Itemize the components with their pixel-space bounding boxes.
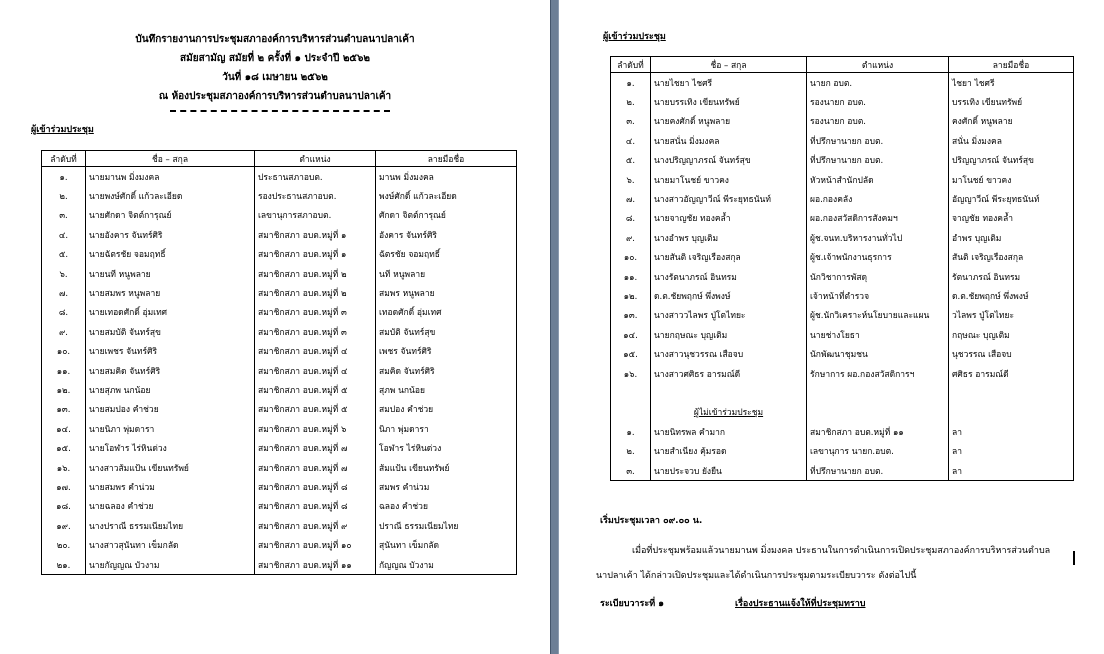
cell-signature: สุนันทา เข็มกลัด [376,535,517,554]
table-row [611,364,1074,383]
cell-signature: สมปอง คำช่วย [376,400,517,419]
cell-position: ผู้ช.จนท.บริหารงานทั่วไป [807,228,949,247]
cell-order: ๑๐. [611,248,651,267]
cell-position: สมาชิกสภา อบต.หมู่ที่ ๒ [255,283,376,302]
cell-signature: สุภพ นกน้อย [376,380,517,399]
table-row [611,112,1074,131]
cell-name: นายสมพร คำน่วม [86,477,255,496]
absent-row [611,441,1074,460]
cell-position: สมาชิกสภา อบต.หมู่ที่ ๑๐ [255,535,376,554]
cell-signature: เทอดศักดิ์ อุ่มเทศ [376,303,517,322]
cell-order: ๖. [611,170,651,189]
cell-signature: สมพร หนูพลาย [376,283,517,302]
cell-position: รักษาการ ผอ.กองสวัสดิการฯ [807,364,949,383]
cell-name: นางอำพร บุญเติม [651,228,807,247]
cell-order: ๔. [611,131,651,150]
col-header-signature: ลายมือชื่อ [949,57,1074,73]
table-row [611,248,1074,267]
cell-order: ๑๘. [42,497,86,516]
venue-line: ณ ห้องประชุมสภาองค์การบริหารส่วนตำบลนาปลาเค้า [158,91,392,102]
cell-order: ๙. [611,228,651,247]
cell-order: ๑๔. [611,325,651,344]
table-row [42,535,517,554]
cell-position: นักวิชาการพัสดุ [807,267,949,286]
cell-order: ๕. [611,151,651,170]
col-header-position: ตำแหน่ง [807,57,949,73]
cell-signature: มาโนชย์ ขาวคง [949,170,1074,189]
cell-name: นายอังคาร จันทร์ศิริ [86,225,255,244]
report-title: บันทึกรายงานการประชุมสภาองค์การบริหารส่วนตำบลนาปลาเค้า [135,34,415,45]
cell-order: ๔. [42,225,86,244]
cell-name: นายนิทรพล คำมาก [651,422,807,441]
cell-signature: ปราณี ธรรมเนียมไทย [376,516,517,535]
table-row [42,342,517,361]
cell-position: ที่ปรึกษานายก อบต. [807,131,949,150]
cell-order: ๘. [611,209,651,228]
table-row [42,361,517,380]
cell-name: นายคงศักดิ์ หนูพลาย [651,112,807,131]
cell-order: ๒๐. [42,535,86,554]
table-row [611,92,1074,111]
table-row [611,267,1074,286]
start-time: เริ่มประชุมเวลา ๐๙.๐๐ น. [600,516,703,526]
date-line: วันที่ ๑๘ เมษายน ๒๕๖๒ [222,72,328,83]
cell-position: นักพัฒนาชุมชน [807,344,949,363]
table-row [42,555,517,575]
cell-order: ๑๙. [42,516,86,535]
cell-signature: สมพร คำน่วม [376,477,517,496]
cell-name: นายนที หนูพลาย [86,264,255,283]
table-row [42,225,517,244]
cell-name: นายฉัตรชัย จอมฤทธิ์ [86,245,255,264]
cell-name: นายเพชร จันทร์ศิริ [86,342,255,361]
table-row [42,206,517,225]
table-row [42,245,517,264]
table-row [611,344,1074,363]
cell-signature: ไชยา ไชศรี [949,73,1074,93]
cell-order: ๒. [42,186,86,205]
cell-signature: ปริญญาภรณ์ จันทร์สุข [949,151,1074,170]
table-header-row [42,151,517,167]
cell-order: ๖. [42,264,86,283]
table-row [611,131,1074,150]
cell-position: สมาชิกสภา อบต.หมู่ที่ ๗ [255,458,376,477]
cell-signature: สมคิด จันทร์ศิริ [376,361,517,380]
cell-signature: กัญญณ บัวงาม [376,555,517,575]
cell-position: สมาชิกสภา อบต.หมู่ที่ ๑๑ [807,422,949,441]
cell-signature: ศักดา จิตต์การุณย์ [376,206,517,225]
cell-order: ๑. [611,422,651,441]
cell-name: นายกฤษณะ บุญเติม [651,325,807,344]
cell-position: สมาชิกสภา อบต.หมู่ที่ ๙ [255,516,376,535]
col-header-name: ชื่อ – สกุล [651,57,807,73]
cell-order: ๑. [42,167,86,187]
cell-position: รองนายก อบต. [807,92,949,111]
col-header-position: ตำแหน่ง [255,151,376,167]
cell-order: ๑๐. [42,342,86,361]
cell-position: ผอ.กองคลัง [807,189,949,208]
col-header-order: ลำดับที่ [611,57,651,73]
cell-order: ๗. [42,283,86,302]
cell-position: ที่ปรึกษานายก อบต. [807,461,949,481]
cell-order: ๙. [42,322,86,341]
cell-name: นายสมปอง คำช่วย [86,400,255,419]
cell-position: สมาชิกสภา อบต.หมู่ที่ ๕ [255,380,376,399]
cell-signature: กฤษณะ บุญเติม [949,325,1074,344]
cell-name: นางสาวศศิธร อารมณ์ดี [651,364,807,383]
absent-label: ผู้ไม่เข้าร่วมประชุม [651,403,807,422]
cell-position: สมาชิกสภา อบต.หมู่ที่ ๑ [255,225,376,244]
cell-position: สมาชิกสภา อบต.หมู่ที่ ๕ [255,400,376,419]
cell-signature: ศศิธร อารมณ์ดี [949,364,1074,383]
cell-name: นายสุภพ นกน้อย [86,380,255,399]
attendance-table-left [41,150,517,575]
attendees-label-left: ผู้เข้าร่วมประชุม [31,125,94,135]
cell-name: นายไชยา ไชศรี [651,73,807,93]
table-row [611,209,1074,228]
absent-heading-row [611,403,1074,422]
table-row [42,477,517,496]
cell-signature: นิภา พุ่มดารา [376,419,517,438]
cell-signature: สันติ เจริญเรืองสกุล [949,248,1074,267]
cell-order: ๓. [42,206,86,225]
table-row [611,228,1074,247]
cell-order: ๕. [42,245,86,264]
cell-name: นางสาววไลพร ปู่โตไทยะ [651,306,807,325]
table-row [42,186,517,205]
table-row [42,167,517,187]
cell-name: นายฉลอง คำช่วย [86,497,255,516]
cell-position: รองนายก อบต. [807,112,949,131]
table-row [611,325,1074,344]
document-page-right [559,0,1104,654]
cell-signature: โอฬาร ไร่หินด่วง [376,438,517,457]
text-cursor [1073,551,1075,565]
cell-order: ๘. [42,303,86,322]
opening-paragraph-line2: นาปลาเค้า ได้กล่าวเปิดประชุมและได้ดำเนินการประชุมตามระเบียบวาระ ดังต่อไปนี้ [596,571,917,581]
agenda-title: เรื่องประธานแจ้งให้ที่ประชุมทราบ [735,599,866,609]
cell-position: สมาชิกสภา อบต.หมู่ที่ ๑๑ [255,555,376,575]
cell-order: ๒. [611,92,651,111]
cell-signature: มานพ มิ่งมงคล [376,167,517,187]
table-row [42,419,517,438]
cell-name: นายศักดา จิตต์การุณย์ [86,206,255,225]
cell-signature: อังคาร จันทร์ศิริ [376,225,517,244]
cell-name: นายสำเนียง คุ้มรอด [651,441,807,460]
col-header-signature: ลายมือชื่อ [376,151,517,167]
cell-position: หัวหน้าสำนักปลัด [807,170,949,189]
cell-name: นายสนั่น มิ่งมงคล [651,131,807,150]
agenda-number: ระเบียบวาระที่ ๑ [600,599,664,609]
attendees-label-right: ผู้เข้าร่วมประชุม [603,32,666,42]
table-row [42,303,517,322]
cell-order: ๑๗. [42,477,86,496]
cell-order: ๓. [611,461,651,481]
cell-signature: สมบัติ จันทร์สุข [376,322,517,341]
cell-order: ๑๕. [42,438,86,457]
cell-name: นายนิภา พุ่มดารา [86,419,255,438]
table-row [611,286,1074,305]
cell-order: ๒๑. [42,555,86,575]
cell-position: ผู้ช.เจ้าพนักงานธุรการ [807,248,949,267]
attendance-table-right [610,56,1074,481]
table-row [42,438,517,457]
cell-position: เลขานุการ นายก.อบต. [807,441,949,460]
cell-position: สมาชิกสภา อบต.หมู่ที่ ๗ [255,438,376,457]
cell-order: ๑๓. [42,400,86,419]
cell-position: สมาชิกสภา อบต.หมู่ที่ ๘ [255,477,376,496]
cell-signature: ส้มแป้น เขียนทรัพย์ [376,458,517,477]
cell-name: นายจาญชัย ทองคล้ำ [651,209,807,228]
cell-name: นายสันติ เจริญเรืองสกุล [651,248,807,267]
cell-name: นายพงษ์ศักดิ์ แก้วละเอียด [86,186,255,205]
cell-position: นายช่างโยธา [807,325,949,344]
cell-order: ๑๒. [42,380,86,399]
document-page-left [0,0,550,654]
cell-position: เลขานุการสภาอบต. [255,206,376,225]
cell-signature: ลา [949,441,1074,460]
page-gutter [550,0,559,654]
cell-name: นางสาวนุชวรรณ เสือจบ [651,344,807,363]
cell-name: นายสมพร หนูพลาย [86,283,255,302]
cell-position: สมาชิกสภา อบต.หมู่ที่ ๖ [255,419,376,438]
cell-name: นางปราณี ธรรมเนียมไทย [86,516,255,535]
cell-signature: นุชวรรณ เสือจบ [949,344,1074,363]
cell-signature: อำพร บุญเติม [949,228,1074,247]
cell-position: สมาชิกสภา อบต.หมู่ที่ ๔ [255,361,376,380]
cell-name: นายสมบัติ จันทร์สุข [86,322,255,341]
cell-position: ประธานสภาอบต. [255,167,376,187]
table-header-row [611,57,1074,73]
cell-name: นายโอฬาร ไร่หินด่วง [86,438,255,457]
cell-signature: ลา [949,422,1074,441]
cell-name: นางรัตนาภรณ์ อินทรม [651,267,807,286]
cell-position: สมาชิกสภา อบต.หมู่ที่ ๒ [255,264,376,283]
session-line: สมัยสามัญ สมัยที่ ๒ ครั้งที่ ๑ ประจำปี ๒๕๖๒ [180,53,370,64]
cell-order: ๑๓. [611,306,651,325]
cell-name: นายมานพ มิ่งมงคล [86,167,255,187]
opening-paragraph-line1: เมื่อที่ประชุมพร้อมแล้วนายมานพ มิ่งมงคล ประธานในการดำเนินการเปิดประชุมสภาองค์การบริหารส่วนตำบล [632,546,1051,556]
cell-signature: นที หนูพลาย [376,264,517,283]
cell-position: รองประธานสภาอบต. [255,186,376,205]
cell-position: ผู้ช.นักวิเคราะห์นโยบายและแผน [807,306,949,325]
cell-name: นายประจวบ ยังยืน [651,461,807,481]
cell-name: นางสาวสุนันทา เข็มกลัด [86,535,255,554]
table-row [42,322,517,341]
table-row [611,189,1074,208]
cell-order: ๑๑. [42,361,86,380]
cell-signature: ฉลอง คำช่วย [376,497,517,516]
cell-position: ผอ.กองสวัสดิการสังคมฯ [807,209,949,228]
cell-position: สมาชิกสภา อบต.หมู่ที่ ๓ [255,322,376,341]
cell-order: ๑๑. [611,267,651,286]
cell-signature: เพชร จันทร์ศิริ [376,342,517,361]
cell-order: ๑๖. [42,458,86,477]
cell-order: ๑๒. [611,286,651,305]
table-row [42,497,517,516]
table-row [42,283,517,302]
cell-signature: คงศักดิ์ หนูพลาย [949,112,1074,131]
table-row [611,151,1074,170]
table-row [611,306,1074,325]
table-row [42,458,517,477]
cell-signature: รัตนาภรณ์ อินทรม [949,267,1074,286]
col-header-name: ชื่อ – สกุล [86,151,255,167]
cell-signature: จาญชัย ทองคล้ำ [949,209,1074,228]
cell-order: ๑๖. [611,364,651,383]
cell-position: เจ้าหน้าที่ตำรวจ [807,286,949,305]
table-row [42,264,517,283]
cell-name: นางสาวส้มแป้น เขียนทรัพย์ [86,458,255,477]
cell-name: ด.ต.ชัยพฤกษ์ พึ่งพงษ์ [651,286,807,305]
cell-position: สมาชิกสภา อบต.หมู่ที่ ๓ [255,303,376,322]
title-underline [170,110,390,112]
cell-name: นายเทอดศักดิ์ อุ่มเทศ [86,303,255,322]
absent-row [611,461,1074,481]
cell-signature: อัญญาวีณ์ พีระยุทธนันท์ [949,189,1074,208]
cell-position: สมาชิกสภา อบต.หมู่ที่ ๑ [255,245,376,264]
cell-order: ๑. [611,73,651,93]
cell-name: นางสาวอัญญาวีณ์ พีระยุทธนันท์ [651,189,807,208]
table-row [611,170,1074,189]
table-row [611,73,1074,93]
spacer-row [611,383,1074,402]
cell-order: ๑๔. [42,419,86,438]
cell-name: นายสมคิด จันทร์ศิริ [86,361,255,380]
cell-signature: วไลพร ปู่โตไทยะ [949,306,1074,325]
cell-position: สมาชิกสภา อบต.หมู่ที่ ๘ [255,497,376,516]
cell-signature: ด.ต.ชัยพฤกษ์ พึ่งพงษ์ [949,286,1074,305]
col-header-order: ลำดับที่ [42,151,86,167]
table-row [42,516,517,535]
cell-position: ที่ปรึกษานายก อบต. [807,151,949,170]
cell-signature: ลา [949,461,1074,481]
cell-order: ๗. [611,189,651,208]
cell-position: นายก อบต. [807,73,949,93]
cell-name: นายมาโนชย์ ขาวคง [651,170,807,189]
cell-position: สมาชิกสภา อบต.หมู่ที่ ๔ [255,342,376,361]
cell-signature: สนั่น มิ่งมงคล [949,131,1074,150]
table-row [42,400,517,419]
cell-name: นางปริญญาภรณ์ จันทร์สุข [651,151,807,170]
absent-row [611,422,1074,441]
cell-name: นายกัญญณ บัวงาม [86,555,255,575]
cell-signature: ฉัตรชัย จอมฤทธิ์ [376,245,517,264]
cell-order: ๑๕. [611,344,651,363]
cell-signature: บรรเทิง เขียนทรัพย์ [949,92,1074,111]
cell-order: ๓. [611,112,651,131]
table-row [42,380,517,399]
cell-signature: พงษ์ศักดิ์ แก้วละเอียด [376,186,517,205]
cell-name: นายบรรเทิง เขียนทรัพย์ [651,92,807,111]
cell-order: ๒. [611,441,651,460]
